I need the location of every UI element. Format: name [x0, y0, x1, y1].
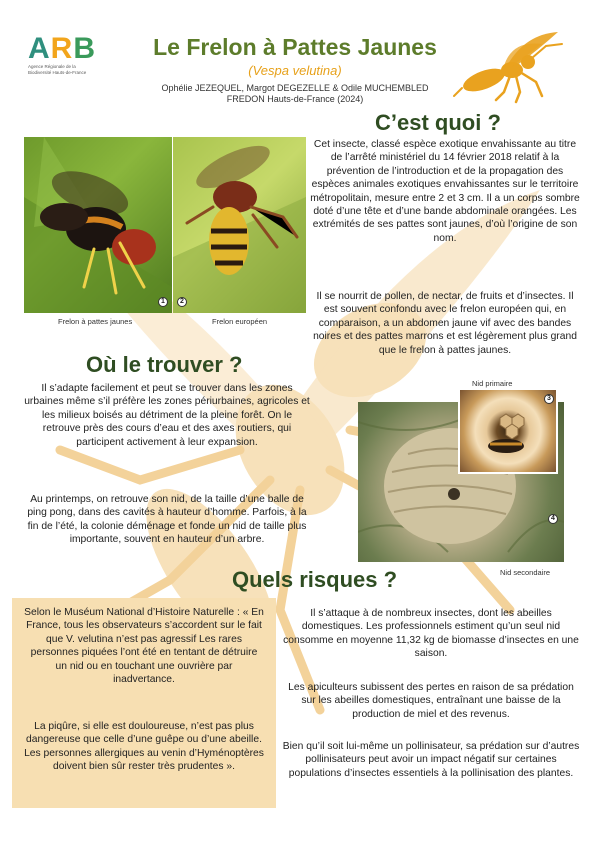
heading-quels-risques: Quels risques ?: [232, 567, 398, 592]
cest-quoi-paragraph-2: Il se nourrit de pollen, de nectar, de fruits et d’insectes. Il est souvent confondu avec le frelon européen qui, en comparaison, a un abdomen jaune vif avec des bandes noires et des pattes marrons et est légèrement plus grand que le frelon à pattes jaunes.: [313, 291, 577, 356]
hornet-icon: [446, 30, 568, 104]
photo-badge-2: 2: [177, 297, 187, 307]
cest-quoi-paragraph-1: Cet insecte, classé espèce exotique envahissante au titre de l’arrêté ministériel du 14 février 2018 relatif à la prévention de l’introduction et de la propagation des espèces animales exotiques envahissantes sur le territoire métropolitain, mesure entre 2 et 3 cm. Il a un corps sombre doté d’une tête et d’une bande abdominale orangées. Les extrémités de ses pattes sont jaunes, d’où l’origine de son nom.: [310, 139, 580, 244]
logo-letter-a: A: [28, 32, 51, 65]
nest-photos: [358, 388, 564, 574]
photo-yellow-legged-hornet: [24, 137, 172, 313]
photo-primary-nest: [458, 388, 558, 474]
caption-european-hornet: Frelon européen: [212, 317, 268, 326]
authors: Ophélie JEZEQUEL, Margot DEGEZELLE & Odile MUCHEMBLED: [161, 83, 429, 93]
risques-paragraph-2: Les apiculteurs subissent des pertes en raison de sa prédation sur les abeilles domestiques, entraînant une baisse de la production de miel et des revenus.: [288, 682, 574, 720]
page-title: Le Frelon à Pattes Jaunes: [153, 34, 437, 60]
logo-letter-b: B: [73, 32, 97, 65]
photo-badge-1: 1: [158, 297, 168, 307]
latin-name: (Vespa velutina): [248, 63, 342, 78]
ou-le-trouver-paragraph-1: Il s’adapte facilement et peut se trouver dans les zones urbaines même s’il préfère les zones périurbaines, agricoles et les milieux boisés au détriment de la pleine forêt. On le retrouve près des cours d’eau et des axes routiers, qui participent activement à leur expansion.: [24, 383, 310, 448]
authors-block: [110, 83, 480, 105]
heading-cest-quoi: C’est quoi ?: [375, 110, 501, 135]
primary-nest-illustration: [460, 390, 556, 472]
logo-subtitle: Agence Régionale de la Biodiversité Hauts-de-France: [28, 64, 87, 75]
photo-european-hornet: [173, 137, 306, 313]
organisation: FREDON Hauts-de-France (2024): [226, 94, 364, 104]
risques-paragraph-3: Bien qu’il soit lui-même un pollinisateur, sa prédation sur d’autres pollinisateurs peut avoir un impact négatif sur certaines populations d’insectes essentiels à la pollinisation des plantes.: [282, 741, 580, 779]
yellow-legged-hornet-illustration: [24, 137, 172, 313]
arb-logo: [28, 34, 118, 78]
risques-paragraph-1: Il s’attaque à de nombreux insectes, dont les abeilles domestiques. Les professionnels estiment qu’un seul nid consomme en moyenne 11,32 kg de biomasse d’insectes en une saison.: [283, 608, 579, 660]
label-secondary-nest: Nid secondaire: [500, 568, 551, 577]
logo-letter-r: R: [50, 32, 74, 65]
nest-badge-4: 4: [548, 514, 558, 524]
quote-paragraph-1: Selon le Muséum National d’Histoire Naturelle : « En France, tous les observateurs s’accordent sur le fait que V. velutina n’est pas agressif Les rares personnes piquées l’ont été en tentant de détruire un nid ou en touchant une ouvrière par inadvertance.: [24, 607, 264, 686]
european-hornet-illustration: [173, 137, 306, 313]
caption-yellow-legged-hornet: Frelon à pattes jaunes: [58, 317, 133, 326]
quote-paragraph-2: La piqûre, si elle est douloureuse, n’est pas plus dangereuse que celle d’une guêpe ou d’une abeille. Les personnes allergiques au venin d’Hyménoptères doivent bien sûr rester très prudentes ».: [24, 721, 264, 773]
nest-badge-3: 3: [544, 394, 554, 404]
arb-logo-mark: [28, 34, 118, 64]
hornet-photos: [24, 137, 306, 313]
label-primary-nest: Nid primaire: [472, 379, 513, 388]
heading-ou-le-trouver: Où le trouver ?: [86, 352, 243, 377]
ou-le-trouver-paragraph-2: Au printemps, on retrouve son nid, de la taille d’une balle de ping pong, dans des cavités à hauteur d’homme. Parfois, à la fin de l’été, la colonie déménage et fonde un nid de taille plus importante, souvent en hauteur d’un arbre.: [27, 494, 307, 546]
